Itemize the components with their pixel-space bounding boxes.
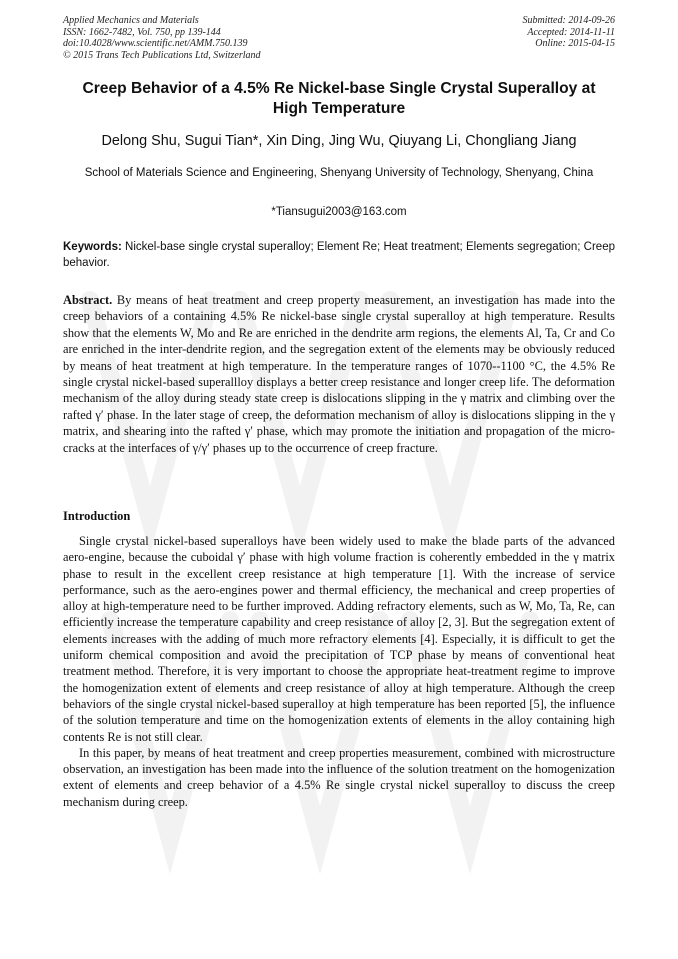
journal-doi: doi:10.4028/www.scientific.net/AMM.750.139 (63, 38, 248, 50)
online-date: Online: 2015-04-15 (535, 38, 615, 50)
journal-name: Applied Mechanics and Materials (63, 15, 199, 26)
abstract-text: By means of heat treatment and creep property measurement, an investigation has made into the creep behaviors of a containing 4.5% Re nickel-base single crystal superalloy at high temperature. Results show that the elements W, Mo and Re are enriched in the dendrite arm regions, the elements Al, Ta, Cr and Co are enriched in the inter-dendrite region, and the segregation extent of the elements may be obviously reduced by means of heat treatment at high temperature. In the temperature ranges of 1070--1100 °C, the 4.5% Re single crystal nickel-based superallloy displays a better creep resistance and longer creep life. The deformation mechanism of the alloy during steady state creep is dislocations slipping in the γ matrix and climbing over the rafted γ′ phase. In the later stage of creep, the deformation mechanism of alloy is dislocations slipping in the γ matrix, and shearing into the rafted γ′ phase, which may promote the initiation and propagation of the micro-cracks at the interfaces of γ/γ′ phases up to the occurrence of creep fracture. (63, 293, 615, 455)
journal-info (63, 15, 261, 61)
abstract-label: Abstract. (63, 293, 113, 307)
submitted-date: Submitted: 2014-09-26 (522, 15, 615, 26)
corresponding-email: *Tiansugui2003@163.com (271, 206, 407, 218)
journal-issn: ISSN: 1662-7482, Vol. 750, pp 139-144 (63, 26, 221, 38)
paper-title: Creep Behavior of a 4.5% Re Nickel-base Single Crystal Superalloy at High Temperature (82, 80, 596, 117)
introduction-body (63, 533, 615, 810)
paper-authors: Delong Shu, Sugui Tian*, Xin Ding, Jing Wu, Qiuyang Li, Chongliang Jiang (101, 133, 577, 149)
introduction-paragraph: Single crystal nickel-based superalloys have been widely used to make the blade parts of the advanced aero-engine, because the cuboidal γ′ phase with high volume fraction is coherently embedded in the γ matrix phase to result in the excellent creep resistance at high temperature [1]. With the increase of service performance, such as the aero-engines power and thermal efficiency, the mechanical and creep properties of alloy at high-temperature need to be further improved. Adding refractory elements, such as W, Mo, Ta, Re, can efficiently increase the temperature capability and creep resistance of alloy [2, 3]. But the segregation extent of elements increases with the adding of much more refractory elements [4]. Especially, it is difficult to get the uniform chemical composition and avoid the precipitation of TCP phase by means of conventional heat treatment method. Therefore, it is very important to choose the appropriate heat-treatment regime to improve the homogenization extent of elements and creep resistance of alloy at high temperature. Although the creep behaviors of the single crystal nickel-based superalloy at high temperature has been reported [5], the influence of the solution temperature and time on the homogenization extents of elements in the alloy containing high contents Re is not still clear. (63, 534, 615, 744)
section-heading-introduction: Introduction (63, 509, 131, 523)
introduction-paragraph: In this paper, by means of heat treatment and creep properties measurement, combined with microstructure observation, an investigation has been made into the influence of the solution treatment on the homogenization extent of elements and creep behavior of a 4.5% Re single crystal nickel superalloy to discuss the creep mechanism during creep. (63, 745, 615, 809)
abstract-block (63, 292, 615, 456)
keywords-block (63, 239, 615, 271)
keywords-label: Keywords: (63, 241, 122, 253)
journal-copyright: © 2015 Trans Tech Publications Ltd, Switzerland (63, 49, 261, 61)
author-affiliation: School of Materials Science and Engineering, Shenyang University of Technology, Shenyang, China (84, 167, 594, 179)
accepted-date: Accepted: 2014-11-11 (527, 26, 615, 38)
keywords-text: Nickel-base single crystal superalloy; Element Re; Heat treatment; Elements segregation; Creep behavior. (63, 241, 615, 269)
publication-dates (523, 15, 616, 50)
